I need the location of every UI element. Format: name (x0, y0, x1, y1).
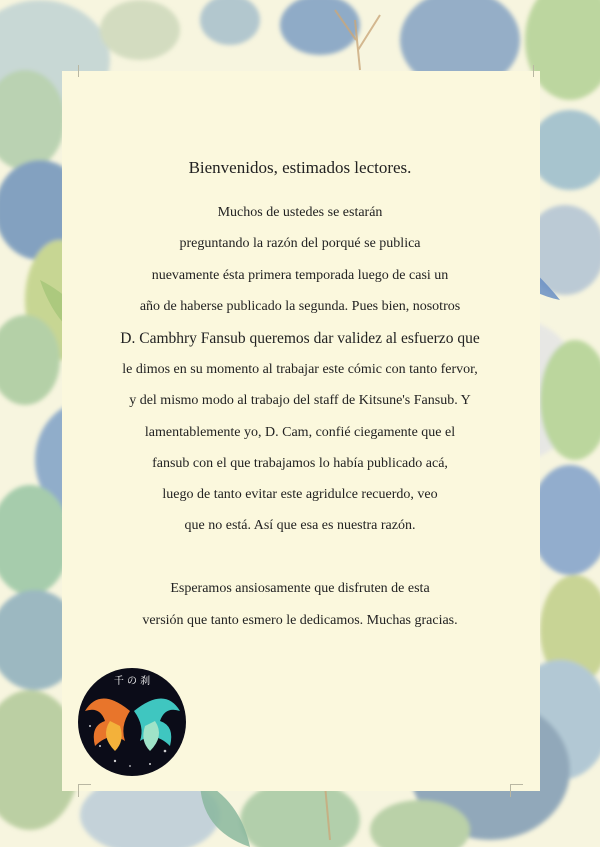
paragraph1-line: lamentablemente yo, D. Cam, confié ciegamente que el (144, 425, 456, 440)
paragraph2-line: Esperamos ansiosamente que disfruten de esta (170, 581, 430, 596)
paragraph1-line: fansub con el que trabajamos lo había publicado acá, (152, 456, 448, 471)
letter-title: Bienvenidos, estimados lectores. (188, 158, 412, 177)
paragraph1-line: preguntando la razón del porqué se publica (179, 236, 421, 251)
paragraph1-line: Muchos de ustedes se estarán (217, 205, 383, 220)
paragraph1-line: nuevamente ésta primera temporada luego de casi un (151, 268, 449, 283)
paragraph1-line: y del mismo modo al trabajo del staff de Kitsune's Fansub. Y (129, 393, 471, 408)
twin-phoenix-logo (70, 666, 195, 778)
logo-kanji: 千 の 刹 (113, 676, 151, 687)
paragraph1-line: año de haberse publicado la segunda. Pues bien, nosotros (139, 299, 461, 314)
paragraph2-line: versión que tanto esmero le dedicamos. Muchas gracias. (142, 613, 458, 628)
paragraph1-line: le dimos en su momento al trabajar este cómic con tanto fervor, (122, 362, 478, 377)
paragraph1-line: luego de tanto evitar este agridulce recuerdo, veo (162, 487, 438, 502)
paragraph1-line: que no está. Así que esa es nuestra razón. (184, 518, 416, 533)
paragraph1-line: D. Cambhry Fansub queremos dar validez al esfuerzo que (120, 330, 480, 347)
